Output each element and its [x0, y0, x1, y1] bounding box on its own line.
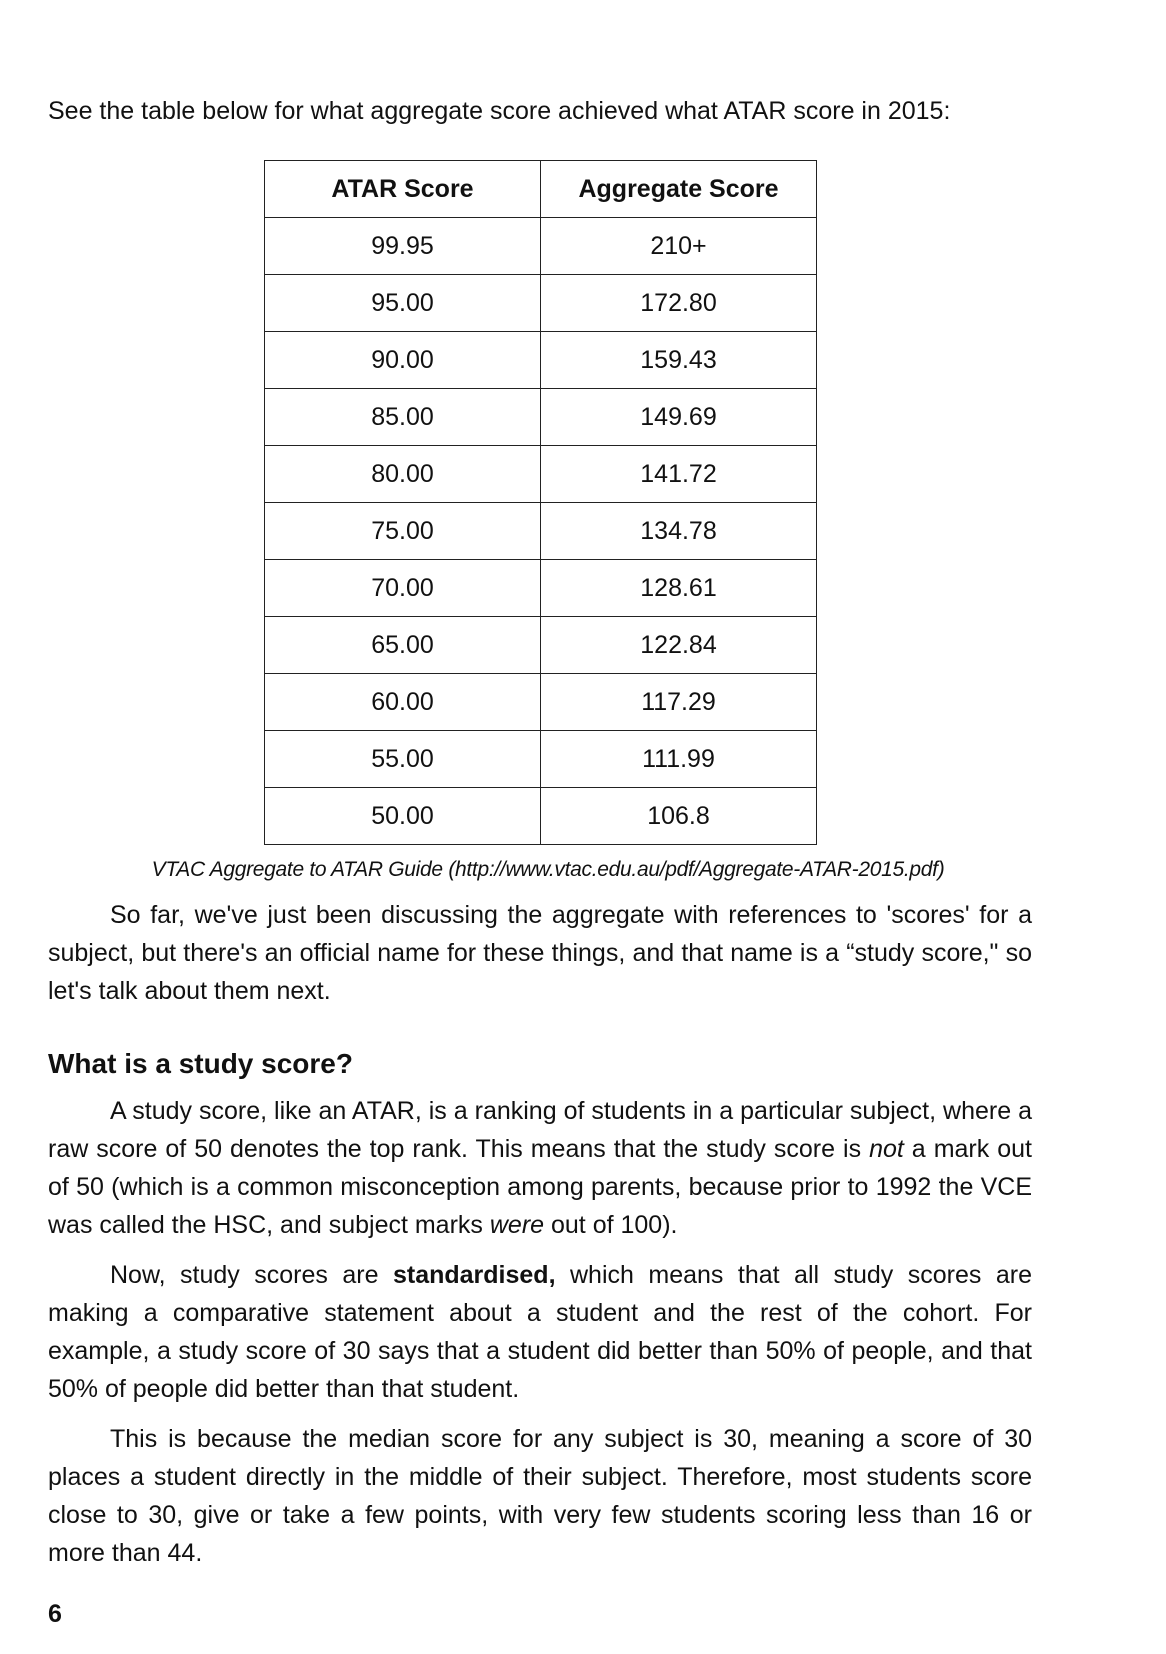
paragraph-median-score: This is because the median score for any subject is 30, meaning a score of 30 places a student directly in the middle of their subject. Therefore, most students score close to 30, give or take a few points, with very few students scoring less than 16 or more than 44. [48, 1425, 1032, 1567]
emphasis-text: were [489, 1211, 545, 1239]
cell-aggregate-score: 210+ [541, 218, 817, 275]
cell-aggregate-score: 122.84 [541, 617, 817, 674]
cell-aggregate-score: 106.8 [541, 788, 817, 845]
cell-aggregate-score: 117.29 [541, 674, 817, 731]
cell-atar-score: 95.00 [265, 275, 541, 332]
text-run: out of 100). [544, 1211, 678, 1239]
table-row [265, 389, 817, 446]
cell-aggregate-score: 159.43 [541, 332, 817, 389]
emphasis-text: not [869, 1135, 904, 1163]
cell-atar-score: 90.00 [265, 332, 541, 389]
cell-aggregate-score: 128.61 [541, 560, 817, 617]
cell-atar-score: 70.00 [265, 560, 541, 617]
table-row [265, 332, 817, 389]
column-header-atar: ATAR Score [265, 161, 541, 218]
table-row [265, 788, 817, 845]
table-row [265, 275, 817, 332]
cell-atar-score: 99.95 [265, 218, 541, 275]
bold-text: standardised, [392, 1261, 556, 1289]
cell-atar-score: 85.00 [265, 389, 541, 446]
table-header-row [265, 161, 817, 218]
column-header-aggregate: Aggregate Score [541, 161, 817, 218]
paragraph-study-score-definition [48, 1092, 1032, 1244]
table-row [265, 674, 817, 731]
table-body [265, 218, 817, 845]
table-row [265, 560, 817, 617]
text-run: a mark out of 50 (which is a common misconception among parents, because prior to 1992 the VCE was called the HSC, and subject marks [48, 1135, 1032, 1239]
cell-atar-score: 65.00 [265, 617, 541, 674]
cell-aggregate-score: 134.78 [541, 503, 817, 560]
paragraph-standardised [48, 1256, 1032, 1408]
table-row [265, 218, 817, 275]
cell-aggregate-score: 172.80 [541, 275, 817, 332]
table-row [265, 503, 817, 560]
text-run: Now, study scores are [110, 1261, 393, 1289]
table-row [265, 617, 817, 674]
intro-text: See the table below for what aggregate score achieved what ATAR score in 2015: [48, 97, 951, 125]
paragraph-aggregate-scores: So far, we've just been discussing the aggregate with references to 'scores' for a subject, but there's an official name for these things, and that name is a “study score," so let's talk about them next. [48, 901, 1032, 1005]
cell-atar-score: 60.00 [265, 674, 541, 731]
cell-aggregate-score: 111.99 [541, 731, 817, 788]
cell-atar-score: 80.00 [265, 446, 541, 503]
text-run: A study score, like an ATAR, is a ranking of students in a particular subject, where a raw score of 50 denotes the top rank. This means that the study score is [48, 1097, 1032, 1163]
cell-atar-score: 75.00 [265, 503, 541, 560]
table-row [265, 446, 817, 503]
table-caption: VTAC Aggregate to ATAR Guide (http://www.vtac.edu.au/pdf/Aggregate-ATAR-2015.pdf) [151, 858, 945, 881]
text-run: which means that all study scores are making a comparative statement about a student and the rest of the cohort. For example, a study score of 30 says that a student did better than 50% of people, and that 50% of people did better than that student. [48, 1261, 1032, 1403]
cell-aggregate-score: 149.69 [541, 389, 817, 446]
atar-aggregate-table [264, 160, 817, 845]
page-number: 6 [48, 1600, 62, 1628]
cell-atar-score: 50.00 [265, 788, 541, 845]
table-row [265, 731, 817, 788]
cell-atar-score: 55.00 [265, 731, 541, 788]
section-heading: What is a study score? [48, 1048, 353, 1079]
cell-aggregate-score: 141.72 [541, 446, 817, 503]
